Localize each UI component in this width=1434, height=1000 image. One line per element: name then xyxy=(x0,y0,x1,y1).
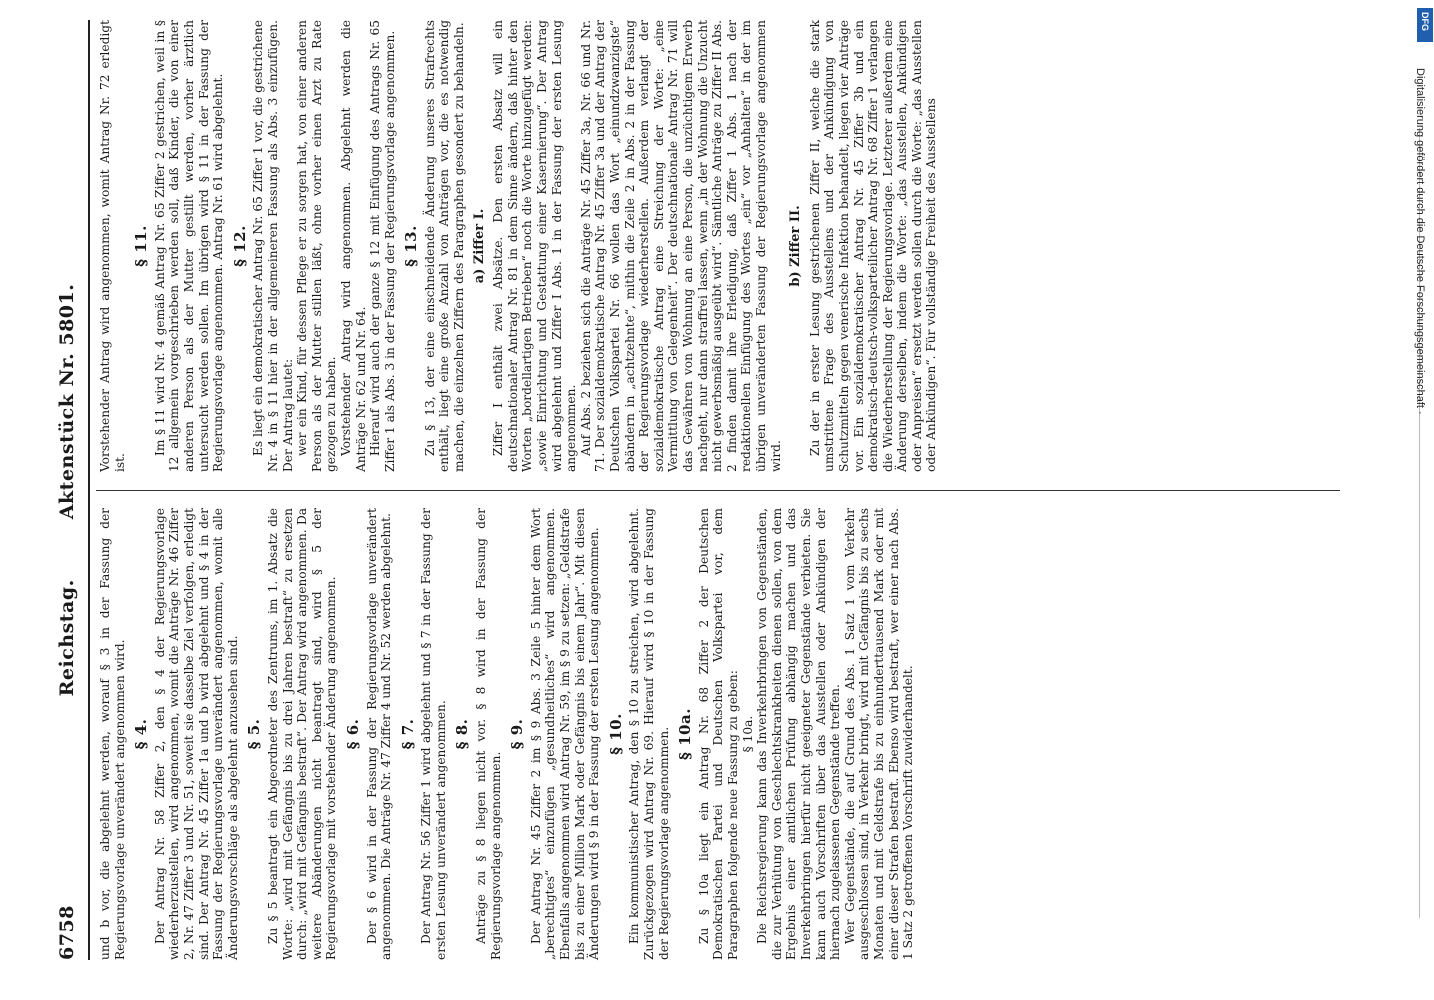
digitization-sidebar xyxy=(1412,8,1428,992)
page-number: 6758 xyxy=(56,905,78,960)
section-heading: § 11. xyxy=(132,225,151,267)
quoted-paragraph: Die Reichsregierung kann das Inverkehrbringen von Gegenständen, die zur Verhütung von Geschlechtskrankheiten dienen sollen, von dem Ergebnis einer amtlichen Prüfung abhängig machen und das Inverkehrbringen hierfür nicht geeigneter Gegenstände verbieten. Sie kann auch Vorschriften über das Ausstellen oder Ankündigen der hiernach zugelassenen Gegenstände treffen. xyxy=(755,508,843,960)
subsection-heading: b) Ziffer II. xyxy=(788,205,804,287)
paragraph: Zu der in erster Lesung gestrichenen Ziffer II, welche die stark umstrittene Frage des Ausstellens und der Ankündigung von Schutzmitteln gegen venerische Infektion behandelt, liegen vier Anträge vor. Ein sozialdemokratischer Antrag Nr. 45 Ziffer 3b und ein demokratisch-deutsch-volksparteilicher Antrag Nr. 68 Ziffer 1 verlangen die Wiederherstellung der Regierungsvorlage. Letzterer außerdem eine Änderung derselben, indem die Worte: „das Ausstellen, Ankündigen oder Anpreisen“ ersetzt werden sollen durch die Worte: „das Ausstellen oder Ankündigen“. Für vollständige Freiheit des Ausstellens xyxy=(807,20,939,472)
left-column xyxy=(98,508,1340,960)
section-heading: § 4. xyxy=(132,718,151,750)
header-rule xyxy=(88,20,90,960)
paragraph: Es liegt ein demokratischer Antrag Nr. 65 Ziffer 1 vor, die gestrichene Nr. 4 in § 11 hier in der allgemeineren Fassung als Abs. 3 einzufügen. Der Antrag lautet: xyxy=(251,20,295,472)
document-page xyxy=(50,20,1340,960)
dfg-logo xyxy=(1417,8,1433,42)
section-heading: § 7. xyxy=(398,718,417,750)
paragraph: Ziffer I enthält zwei Absätze. Den ersten Absatz will ein deutschnationaler Antrag Nr. 81 in dem Sinne ändern, daß hinter den Worten „bordellartigen Betrieben“ noch die Worte hinzugefügt werden: „sowie Einrichtung und Gestattung einer Kasernierung“. Der Antrag wird abgelehnt und Ziffer I Abs. 1 in der Fassung der ersten Lesung angenommen. xyxy=(491,20,579,472)
dfg-logo-text: DFG xyxy=(1420,12,1430,31)
column-divider xyxy=(96,490,1340,491)
header-document: Aktenstück Nr. 5801. xyxy=(56,283,78,520)
quoted-paragraph: Wer Gegenstände, die auf Grund des Abs. 1 Satz 1 vom Verkehr ausgeschlossen sind, in Verkehr bringt, wird mit Gefängnis bis zu sechs Monaten und mit Geldstrafe bis zu einhunderttausend Mark oder mit einer dieser Strafen bestraft. Ebenso wird bestraft, wer einer nach Abs. 1 Satz 2 getroffenen Vorschrift zuwiderhandelt. xyxy=(842,508,916,960)
section-heading: § 10a. xyxy=(676,708,695,760)
section-heading: § 6. xyxy=(343,718,362,750)
section-heading: § 5. xyxy=(245,718,264,750)
paragraph: Vorstehender Antrag wird angenommen, womit Antrag Nr. 72 erledigt ist. xyxy=(98,20,127,472)
paragraph: Zu § 10a liegt ein Antrag Nr. 68 Ziffer 2 der Deutschen Demokratischen Partei und Deutschen Volkspartei vor, dem Paragraphen folgende neue Fassung zu geben: xyxy=(696,508,740,960)
paragraph: und b vor, die abgelehnt werden, worauf § 3 in der Fassung der Regierungsvorlage unverändert angenommen wird. xyxy=(98,508,127,960)
header-title: Reichstag. xyxy=(56,579,78,697)
running-header xyxy=(50,20,90,960)
section-heading: § 9. xyxy=(508,718,527,750)
section-heading: § 8. xyxy=(453,718,472,750)
paragraph: Der § 6 wird in der Fassung der Regierungsvorlage unverändert angenommen. Die Anträge Nr. 47 Ziffer 4 und Nr. 52 werden abgelehnt. xyxy=(364,508,394,960)
digitization-note: Digitalisierung gefördert durch die Deutsche Forschungsgemeinschaft · xyxy=(1414,68,1426,415)
quoted-section-heading: § 10a. xyxy=(740,715,755,753)
paragraph: Vorstehender Antrag wird angenommen. Abgelehnt werden die Anträge Nr. 62 und Nr. 64. xyxy=(338,20,368,472)
paragraph: Zu § 13, der eine einschneidende Änderung unseres Strafrechts enthält, liegt eine große Anzahl von Anträgen vor, die es notwendig machen, die einzelnen Ziffern des Paragraphen gesondert zu behandeln. xyxy=(422,20,467,472)
quoted-text: wer ein Kind, für dessen Pflege er zu sorgen hat, von einer anderen Person als der Mutter stillen läßt, ohne vorher einen Arzt zu Rate gezogen zu haben. xyxy=(295,20,339,472)
paragraph: Anträge zu § 8 liegen nicht vor. § 8 wird in der Fassung der Regierungsvorlage angenommen. xyxy=(474,508,503,960)
paragraph: Im § 11 wird Nr. 4 gemäß Antrag Nr. 65 Ziffer 2 gestrichen, weil in § 12 allgemein vorgeschrieben werden soll, daß Kinder, die von einer anderen Person als der Mutter gestillt werden, vorher ärztlich untersucht werden sollen. Im übrigen wird § 11 in der Fassung der Regierungsvorlage angenommen. Antrag Nr. 61 wird abgelehnt. xyxy=(152,20,226,472)
section-heading: § 13. xyxy=(402,225,421,267)
paragraph: Auf Abs. 2 beziehen sich die Anträge Nr. 45 Ziffer 3a, Nr. 66 und Nr. 71. Der sozialdemokratische Antrag Nr. 45 Ziffer 3a und der Antrag der Deutschen Volkspartei Nr. 66 wollen das Wort „einundzwanzigste“ abändern in „achtzehnte“, mithin die Zeile 2 in Abs. 2 in der Fassung der Regierungsvorlage wiederherstellen. Außerdem verlangt der sozialdemokratische Antrag eine Streichung der Worte: „eine Vermittlung von Gelegenheit“. Der deutschnationale Antrag Nr. 71 will das Gewähren von Wohnung an eine Person, die unzüchtigem Erwerb nachgeht, nur dann straffrei lassen, wenn „in der Wohnung die Unzucht nicht gewerbsmäßig ausgeübt wird“. Sämtliche Anträge zu Ziffer II Abs. 2 finden damit ihre Erledigung, daß Ziffer 1 Abs. 1 nach der redaktionellen Einfügung des Wortes „ein“ vor „Anhalten“ in der im übrigen unveränderten Fassung der Regierungsvorlage angenommen wird. xyxy=(578,20,783,472)
section-heading: § 10. xyxy=(606,713,625,755)
paragraph: Hierauf wird auch der ganze § 12 mit Einfügung des Antrags Nr. 65 Ziffer 1 als Abs. 3 in der Fassung der Regierungsvorlage angenommen. xyxy=(368,20,397,472)
paragraph: Der Antrag Nr. 45 Ziffer 2 im § 9 Abs. 3 Zeile 5 hinter dem Wort „berechtigtes“ einzufügen „gesundheitliches“ wird angenommen. Ebenfalls angenommen wird Antrag Nr. 59, im § 9 zu setzen: „Geldstrafe bis zu einer Million Mark oder Gefängnis bis einem Jahr“. Mit diesen Änderungen wird § 9 in der Fassung der ersten Lesung angenommen. xyxy=(528,508,602,960)
paragraph: Der Antrag Nr. 56 Ziffer 1 wird abgelehnt und § 7 in der Fassung der ersten Lesung unverändert angenommen. xyxy=(419,508,448,960)
subsection-heading: a) Ziffer I. xyxy=(471,208,487,284)
right-column xyxy=(98,20,1340,472)
section-heading: § 12. xyxy=(230,225,249,267)
paragraph: Zu § 5 beantragt ein Abgeordneter des Zentrums, im 1. Absatz die Worte: „wird mit Gefängnis bis zu drei Jahren bestraft“ zu ersetzen durch: „wird mit Gefängnis bestraft“. Der Antrag wird angenommen. Da weitere Abänderungen nicht beantragt sind, wird § 5 der Regierungsvorlage mit vorstehender Änderung angenommen. xyxy=(265,508,339,960)
paragraph: Der Antrag Nr. 58 Ziffer 2, den § 4 der Regierungsvorlage wiederherzustellen, wird angenommen, womit die Anträge Nr. 46 Ziffer 2, Nr. 47 Ziffer 3 und Nr. 51, soweit sie dasselbe Ziel verfolgen, erledigt sind. Der Antrag Nr. 45 Ziffer 1a und b wird abgelehnt und § 4 in der Fassung der Regierungsvorlage unverändert angenommen, womit alle Änderungsvorschläge als abgelehnt anzusehen sind. xyxy=(152,508,240,960)
paragraph: Ein kommunistischer Antrag, den § 10 zu streichen, wird abgelehnt. Zurückgezogen wird Antrag Nr. 69. Hierauf wird § 10 in der Fassung der Regierungsvorlage angenommen. xyxy=(627,508,671,960)
